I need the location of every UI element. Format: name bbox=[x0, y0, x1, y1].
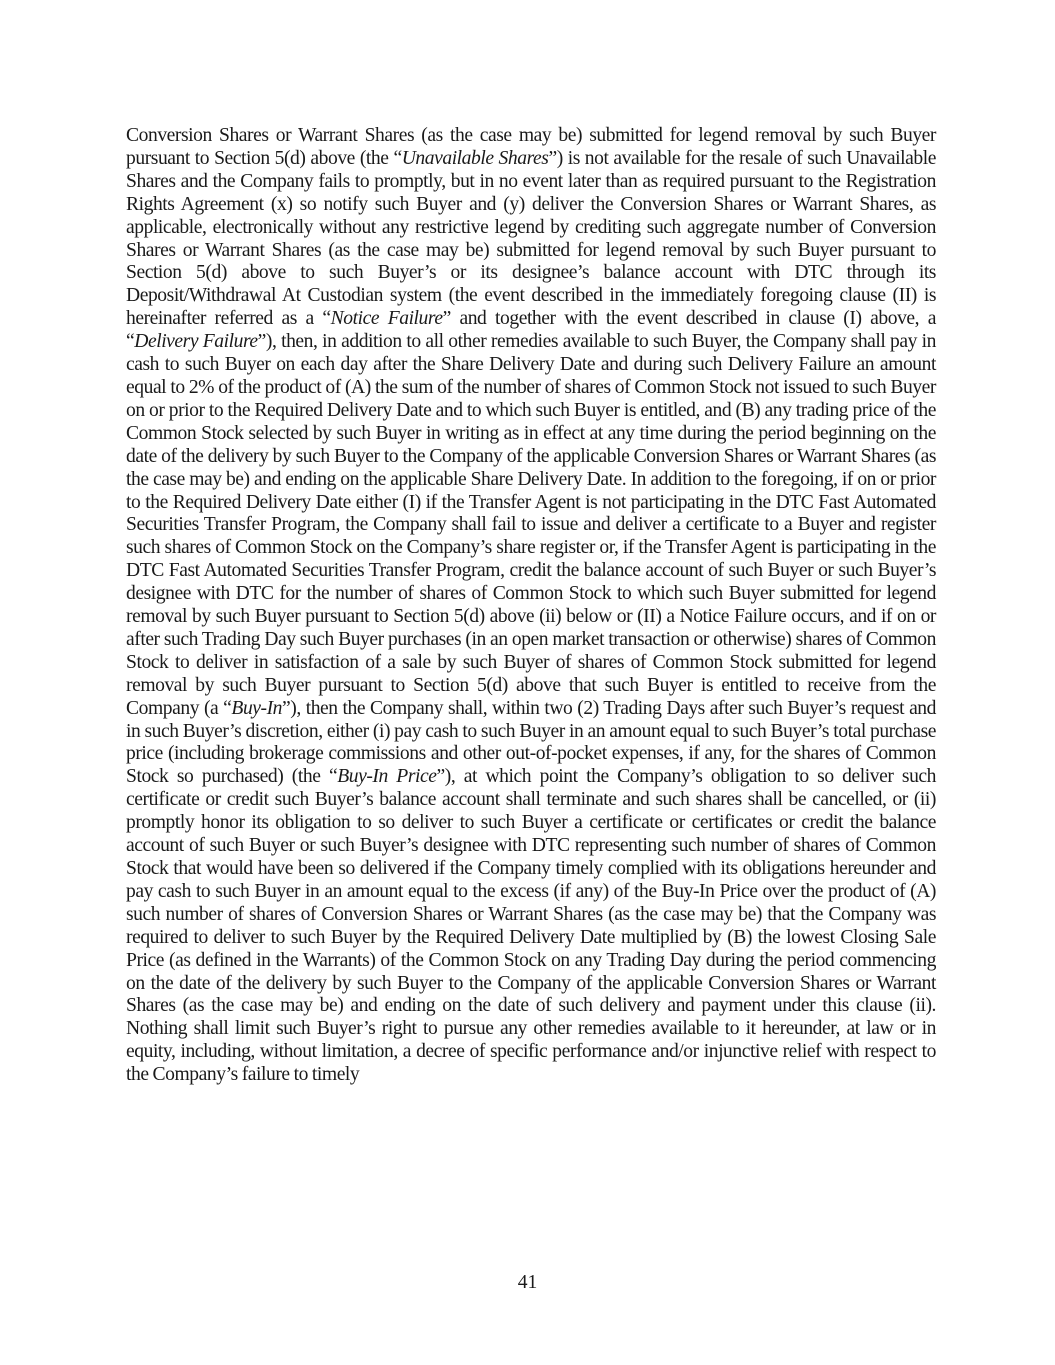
text-segment: ”), at which point the Company’s obligation to so deliver such certificate or credit such Buyer’s balance account shall terminate and such shares shall be cancelled, or (ii) promptly honor its obligation to so deliver to such Buyer a certificate or certificates or credit the balance account of such Buyer or such Buyer’s designee with DTC representing such number of shares of Common Stock that would have been so delivered if the Company timely complied with its obligations hereunder and pay cash to such Buyer in an amount equal to the excess (if any) of the Buy-In Price over the product of (A) such number of shares of Conversion Shares or Warrant Shares (as the case may be) that the Company was required to deliver to such Buyer by the Required Delivery Date multiplied by (B) the lowest Closing Sale Price (as defined in the Warrants) of the Common Stock on any Trading Day during the period commencing on the date of the delivery by such Buyer to the Company of the applicable Conversion Shares or Warrant Shares (as the case may be) and ending on the date of such delivery and payment under this clause (ii). Nothing shall limit such Buyer’s right to pursue any other remedies available to it hereunder, at law or in equity, including, without limitation, a decree of specific performance and/or injunctive relief with respect to the Company’s failure to timely bbox=[126, 766, 937, 1086]
text-segment: ”), then the Company shall, within two (2) Trading Days after such Buyer’s request and in such Buyer’s discretion, either (i) pay cash to such Buyer in an amount equal to such Buyer’s total purchase price (including brokerage commissions and other out-of-pocket expenses, if any, for the shares of Common Stock so purchased) (the “ bbox=[126, 697, 937, 788]
text-segment: ” and together with the event described in clause (I) above, a “ bbox=[126, 308, 936, 353]
text-segment: Conversion Shares or Warrant Shares (as the case may be) submitted for legend removal by such Buyer pursuant to Section 5(d) above (the “ bbox=[126, 125, 936, 169]
text-segment: ”) is not available for the resale of such Unavailable Shares and the Company fails to promptly, but in no event later than as required pursuant to the Registration Rights Agreement (x) so notify such Buyer and (y) deliver the Conversion Shares or Warrant Shares, as applicable, electronically without any restrictive legend by crediting such aggregate number of Conversion Shares or Warrant Shares (as the case may be) submitted for legend removal by such Buyer pursuant to Section 5(d) above to such Buyer’s or its designee’s balance account with DTC through its Deposit/Withdrawal At Custodian system (the event described in the immediately foregoing clause (II) is hereinafter referred as a “ bbox=[126, 147, 936, 330]
text-segment: ”), then, in addition to all other remedies available to such Buyer, the Company shall pay in cash to such Buyer on each day after the Share Delivery Date and during such Delivery Failure an amount equal to 2% of the product of (A) the sum of the number of shares of Common Stock not issued to such Buyer on or prior to the Required Delivery Date and to which such Buyer is entitled, and (B) any trading price of the Common Stock selected by such Buyer in writing as in effect at any time during the period beginning on the date of the delivery by such Buyer to the Company of the applicable Conversion Shares or Warrant Shares (as the case may be) and ending on the applicable Share Delivery Date. In addition to the foregoing, if on or prior to the Required Delivery Date either (I) if the Transfer Agent is not participating in the DTC Fast Automated Securities Transfer Program, the Company shall fail to issue and deliver a certificate to a Buyer and register such shares of Common Stock on the Company’s share register or, if the Transfer Agent is participating in the DTC Fast Automated Securities Transfer Program, credit the balance account of such Buyer or such Buyer’s designee with DTC for the number of shares of Common Stock to which such Buyer submitted for legend removal by such Buyer pursuant to Section 5(d) above (ii) below or (II) a Notice Failure occurs, and if on or after such Trading Day such Buyer purchases (in an open market transaction or otherwise) shares of Common Stock to deliver in satisfaction of a sale by such Buyer of shares of Common Stock submitted for legend removal by such Buyer pursuant to Section 5(d) above that such Buyer is entitled to receive from the Company (a “ bbox=[126, 331, 936, 719]
body-paragraph bbox=[126, 125, 936, 1087]
defined-term-delivery-failure: Delivery Failure bbox=[134, 331, 258, 353]
defined-term-notice-failure: Notice Failure bbox=[330, 308, 443, 330]
defined-term-buy-in-price: Buy-In Price bbox=[337, 766, 437, 788]
defined-term-unavailable-shares: Unavailable Shares bbox=[401, 147, 549, 169]
page-number: 41 bbox=[517, 1272, 538, 1293]
defined-term-buy-in: Buy-In bbox=[231, 697, 283, 719]
